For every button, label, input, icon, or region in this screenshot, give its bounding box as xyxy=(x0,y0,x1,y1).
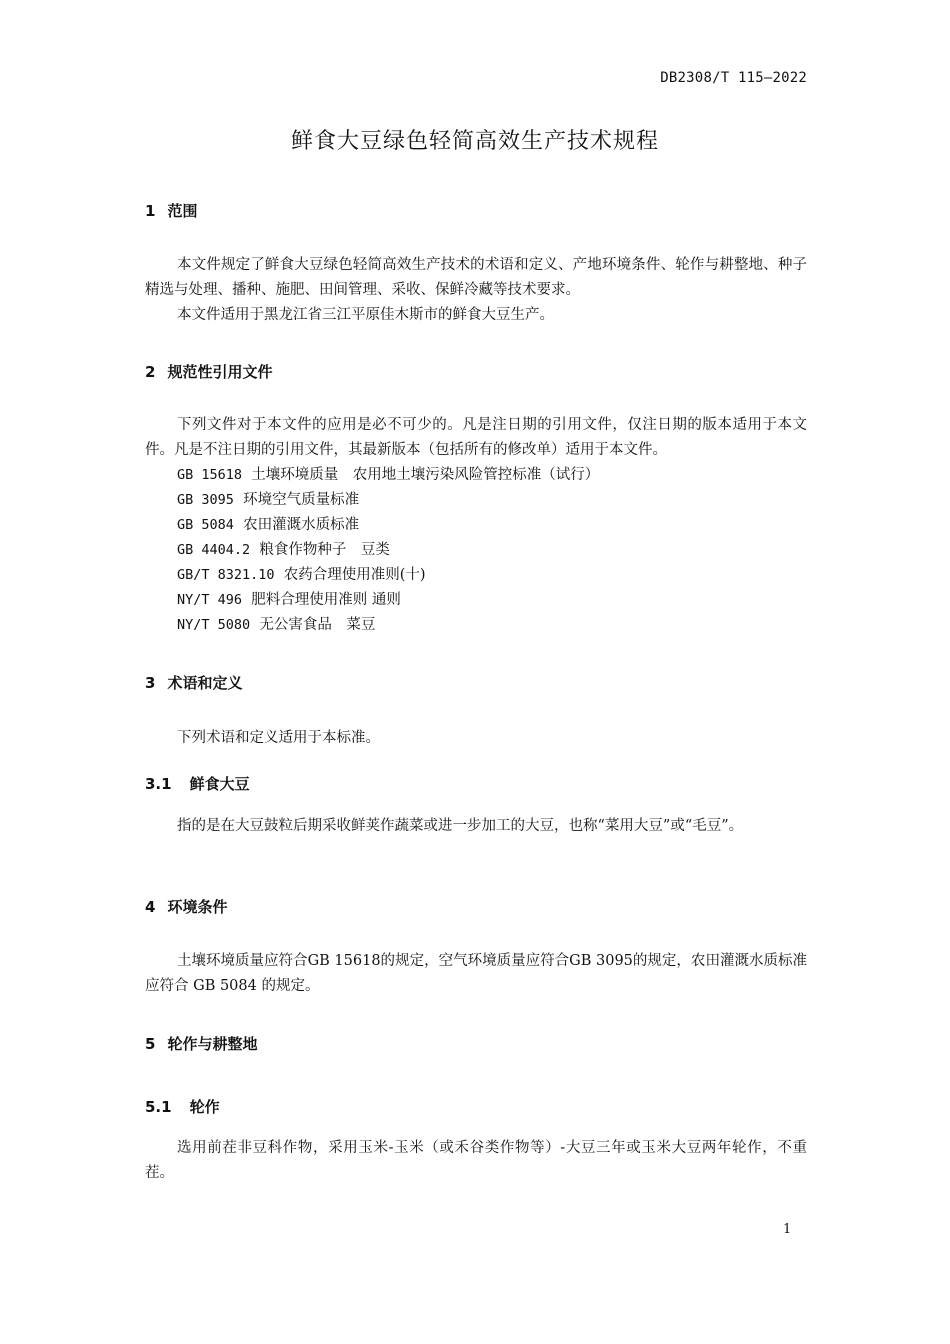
reference-item xyxy=(177,563,426,588)
section-title: 范围 xyxy=(167,202,198,220)
reference-name: 环境空气质量标准 xyxy=(243,492,360,508)
reference-item xyxy=(177,463,599,488)
subsection-5-1-heading xyxy=(145,1096,220,1117)
section-number: 5 xyxy=(145,1035,156,1053)
paragraph: 下列术语和定义适用于本标准。 xyxy=(177,730,380,746)
subsection-3-1-heading xyxy=(145,773,250,794)
section-1-heading xyxy=(145,200,197,221)
section-number: 4 xyxy=(145,898,156,916)
reference-name: 无公害食品 菜豆 xyxy=(259,617,376,633)
section-4-heading xyxy=(145,896,227,917)
reference-code: GB/T 8321.10 xyxy=(177,567,275,583)
section-number: 3 xyxy=(145,674,156,692)
section-title: 规范性引用文件 xyxy=(167,363,273,381)
document-title: 鲜食大豆绿色轻简高效生产技术规程 xyxy=(290,129,659,154)
paragraph: 下列文件对于本文件的应用是必不可少的。凡是注日期的引用文件，仅注日期的版本适用于本文件。凡是不注日期的引用文件，其最新版本（包括所有的修改单）适用于本文件。 xyxy=(145,417,807,458)
section-number: 3.1 xyxy=(145,775,172,793)
section-title: 术语和定义 xyxy=(167,674,243,692)
section-number: 2 xyxy=(145,363,156,381)
reference-code: NY/T 496 xyxy=(177,592,243,608)
document-code: DB2308/T 115—2022 xyxy=(660,70,807,86)
section-title: 轮作与耕整地 xyxy=(167,1035,258,1053)
reference-name: 农药合理使用准则(十) xyxy=(283,567,426,583)
reference-code: NY/T 5080 xyxy=(177,617,251,633)
reference-name: 粮食作物种子 豆类 xyxy=(259,542,390,558)
reference-code: GB 5084 xyxy=(177,517,234,533)
reference-item xyxy=(177,488,359,513)
section-3-heading xyxy=(145,672,242,693)
reference-code: GB 3095 xyxy=(177,492,234,508)
paragraph: 指的是在大豆鼓粒后期采收鲜荚作蔬菜或进一步加工的大豆，也称“菜用大豆”或“毛豆”。 xyxy=(177,818,744,834)
reference-name: 农田灌溉水质标准 xyxy=(243,517,360,533)
paragraph: 土壤环境质量应符合GB 15618的规定，空气环境质量应符合GB 3095的规定，农田灌溉水质标准应符合 GB 5084 的规定。 xyxy=(145,953,807,994)
paragraph: 选用前茬非豆科作物，采用玉米-玉米（或禾谷类作物等）-大豆三年或玉米大豆两年轮作，不重茬。 xyxy=(145,1140,807,1181)
reference-name: 肥料合理使用准则 通则 xyxy=(251,592,401,608)
section-title: 鲜食大豆 xyxy=(189,775,250,793)
section-title: 轮作 xyxy=(189,1098,220,1116)
reference-name: 土壤环境质量 农用地土壤污染风险管控标准（试行） xyxy=(251,467,600,483)
reference-item xyxy=(177,613,375,638)
reference-item xyxy=(177,513,359,538)
reference-item xyxy=(177,588,401,613)
section-2-heading xyxy=(145,361,272,382)
reference-code: GB 4404.2 xyxy=(177,542,251,558)
section-title: 环境条件 xyxy=(167,898,228,916)
paragraph: 本文件规定了鲜食大豆绿色轻简高效生产技术的术语和定义、产地环境条件、轮作与耕整地、种子精选与处理、播种、施肥、田间管理、采收、保鲜冷藏等技术要求。 xyxy=(145,257,807,298)
paragraph: 本文件适用于黑龙江省三江平原佳木斯市的鲜食大豆生产。 xyxy=(177,307,554,323)
reference-code: GB 15618 xyxy=(177,467,243,483)
section-number: 5.1 xyxy=(145,1098,172,1116)
section-number: 1 xyxy=(145,202,156,220)
reference-item xyxy=(177,538,390,563)
page-number: 1 xyxy=(783,1222,792,1237)
section-5-heading xyxy=(145,1033,257,1054)
